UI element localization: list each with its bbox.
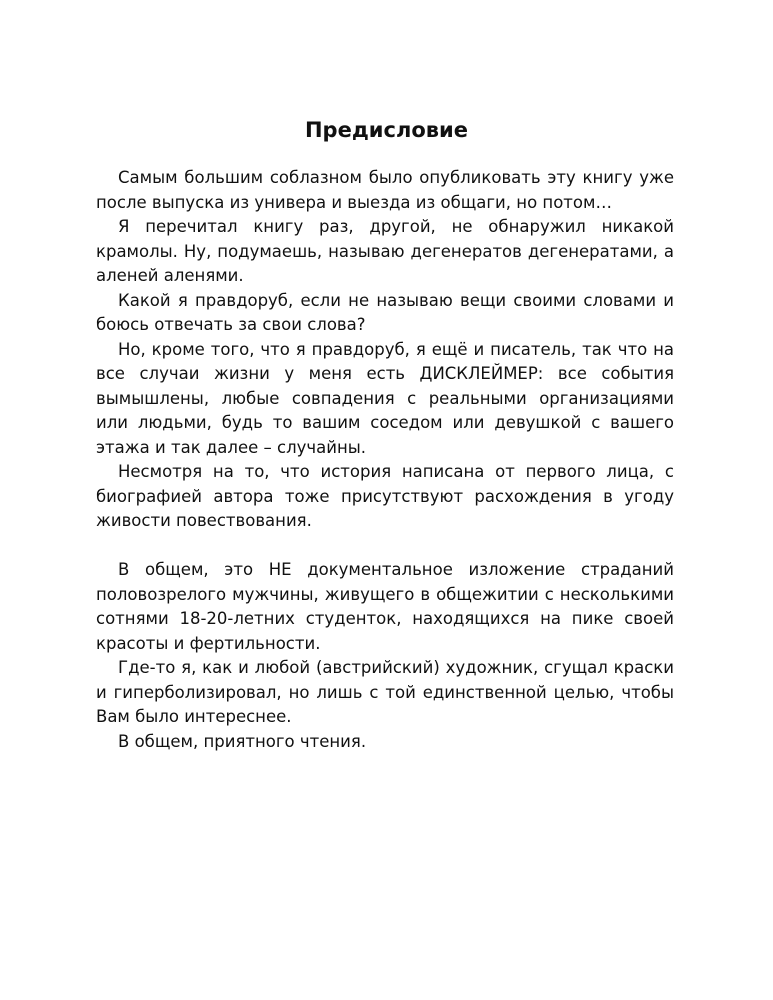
paragraph-gap	[96, 534, 674, 559]
paragraph: В общем, приятного чтения.	[118, 731, 367, 751]
paragraph: Но, кроме того, что я правдоруб, я ещё и писатель, так что на все случаи жизни у меня есть ДИСКЛЕЙМЕР: все события вымышлены, любые совпадения с реальными организациями или людьми, будь то вашим соседом или девушкой с вашего этажа и так далее – случайны.	[96, 339, 674, 457]
document-body	[96, 166, 674, 754]
paragraph: Я перечитал книгу раз, другой, не обнаружил никакой крамолы. Ну, подумаешь, называю дегенератов дегенератами, а аленей аленями.	[96, 217, 674, 285]
paragraph: Несмотря на то, что история написана от первого лица, с биографией автора тоже присутствуют расхождения в угоду живости повествования.	[96, 462, 674, 530]
paragraph: Самым большим соблазном было опубликовать эту книгу уже после выпуска из универа и выезда из общаги, но потом…	[96, 168, 674, 212]
page-title: Предисловие	[304, 118, 469, 142]
paragraph: В общем, это НЕ документальное изложение страданий половозрелого мужчины, живущего в общежитии с несколькими сотнями 18-20-летних студенток, находящихся на пике своей красоты и фертильности.	[96, 560, 674, 653]
paragraph: Где-то я, как и любой (австрийский) художник, сгущал краски и гиперболизировал, но лишь с той единственной целью, чтобы Вам было интереснее.	[96, 658, 674, 726]
paragraph: Какой я правдоруб, если не называю вещи своими словами и боюсь отвечать за свои слова?	[96, 290, 674, 334]
